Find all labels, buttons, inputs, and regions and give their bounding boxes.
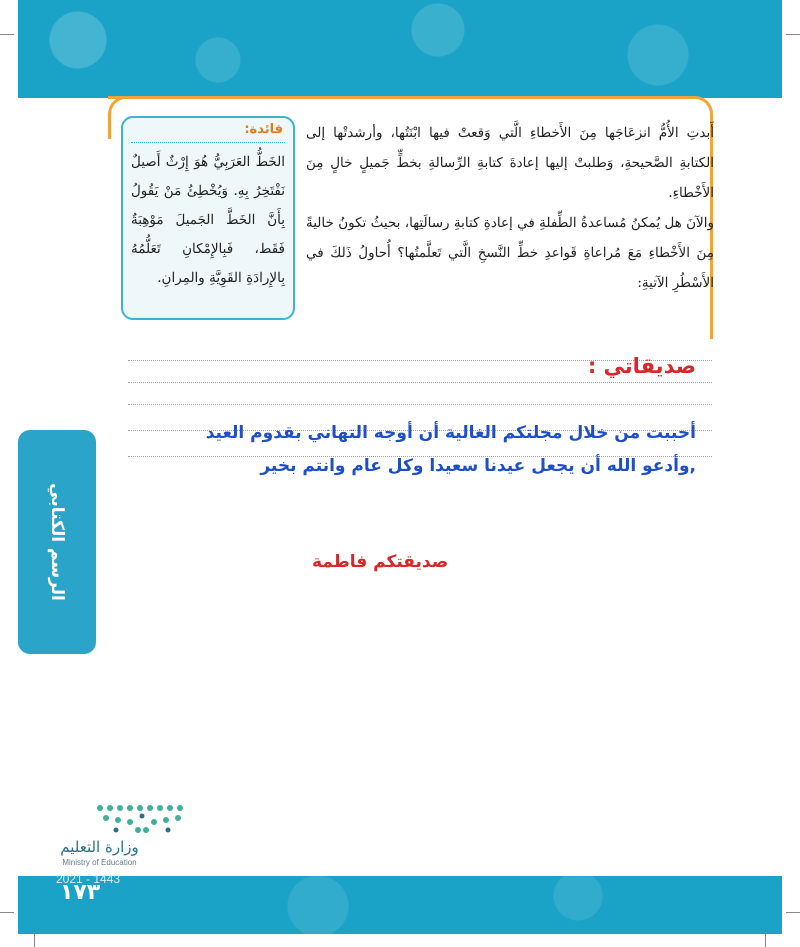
edition-year: 2021 - 1443 (56, 872, 121, 886)
footer-band (18, 876, 782, 934)
writing-line (128, 382, 712, 383)
tip-body: الخَطُّ العَرَبِيُّ هُوَ إِرْثٌ أَصيلٌ نَفْتَخِرُ بِهِ. وَيُخْطِئُ مَنْ يَقُولُ بِأَنَّ الخَطَّ الجَميلَ مَوْهِبَةٌ فَقَط، فَبِالإِمْكانِ تَعَلُّمُهُ بِالإِرادَةِ القَوِيَّةِ والمِرانِ. (131, 154, 285, 286)
crop-mark (0, 912, 14, 913)
crop-mark (0, 34, 14, 35)
letter-line-1: أحببت من خلال مجلتكم الغالية أن أوجه التهاني بقدوم العيد (205, 423, 696, 443)
tip-divider (131, 142, 285, 143)
crop-mark (765, 933, 766, 947)
crop-mark (786, 34, 800, 35)
tip-title: فائدة: (244, 122, 283, 137)
crop-mark (786, 912, 800, 913)
tip-box (121, 116, 295, 320)
exercise-paragraph-1: أَبدتِ الأُمُّ انزعَاجَها مِنَ الأَخطاءِ الَّتي وَقعتْ فيها ابْنَتُها، وأرشدتْها إلى الكتابةِ الصَّحيحةِ، وَطلبتْ إليها إعادةَ كتابةِ الرِّسالةِ بخطٍّ جَميلٍ خالٍ مِنَ الأَخْطاءِ. (306, 125, 714, 201)
page-number: ١٧٣ (60, 880, 101, 905)
greeting-line: صديقاتي : (587, 354, 696, 378)
ministry-name-english: Ministry of Education (62, 858, 137, 867)
letter-line-2: ,وأدعو الله أن يجعل عيدنا سعيدا وكل عام وانتم بخير (260, 456, 696, 476)
ministry-logo-icon (92, 800, 192, 838)
crop-mark (34, 933, 35, 947)
ministry-name-arabic: وزارة التعليم (60, 838, 139, 856)
exercise-paragraph-2: والآنَ هل يُمكنُ مُساعدةُ الطِّفلةِ في إعادةِ كتابةِ رسالَتِها، بحيثُ تكونُ خاليةً مِنَ الأَخْطاءِ مَعَ مُراعاةِ قَواعدِ خطِّ النَّسخِ الَّتي تَعلَّمتُها؟ أُحاولُ ذَلكَ في الأَسْطُرِ الآتيةِ: (306, 215, 714, 291)
chapter-side-label: الرسم الكتابي (47, 483, 67, 601)
writing-line (128, 404, 712, 405)
header-band (18, 0, 782, 98)
exercise-text (306, 118, 714, 298)
letter-signature: صديقتكم فاطمة (312, 552, 449, 572)
chapter-side-tab (18, 430, 96, 654)
